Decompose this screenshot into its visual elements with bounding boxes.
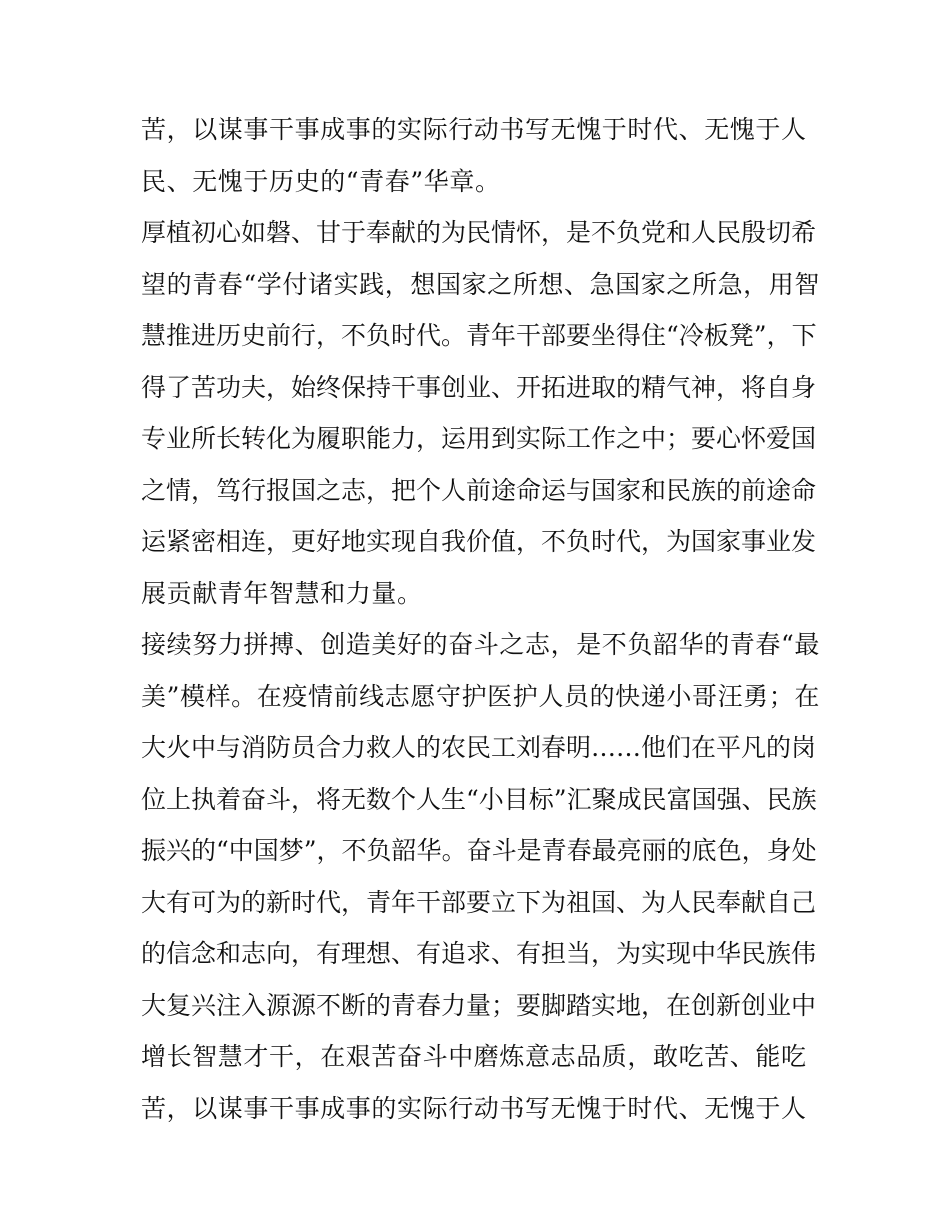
text-line: 位上执着奋斗，将无数个人生“小目标”汇聚成民富国强、民族 — [141, 784, 817, 814]
text-line: 的信念和志向，有理想、有追求、有担当，为实现中华民族伟 — [141, 939, 817, 968]
text-line: 厚植初心如磐、甘于奉献的为民情怀，是不负党和人民殷切希 — [141, 218, 817, 247]
text-line: 振兴的“中国梦”，不负韶华。奋斗是青春最亮丽的底色，身处 — [141, 836, 817, 865]
text-line: 运紧密相连，更好地实现自我价值，不负时代，为国家事业发 — [141, 527, 817, 556]
text-line: 苦，以谋事干事成事的实际行动书写无愧于时代、无愧于人 — [141, 115, 807, 144]
text-line: 展贡献青年智慧和力量。 — [141, 578, 423, 608]
text-line: 慧推进历史前行，不负时代。青年干部要坐得住“冷板凳”，下 — [141, 321, 817, 350]
text-line: 之情，笃行报国之志，把个人前途命运与国家和民族的前途命 — [141, 475, 817, 505]
text-line: 专业所长转化为履职能力，运用到实际工作之中；要心怀爱国 — [141, 424, 817, 453]
text-line: 大火中与消防员合力救人的农民工刘春明……他们在平凡的岗 — [141, 733, 817, 762]
text-line: 苦，以谋事干事成事的实际行动书写无愧于时代、无愧于人 — [141, 1093, 807, 1123]
text-line: 得了苦功夫，始终保持干事创业、开拓进取的精气神，将自身 — [141, 372, 817, 402]
text-line: 望的青春“学付诸实践，想国家之所想、急国家之所急，用智 — [141, 269, 820, 299]
body-text — [141, 104, 821, 1134]
text-line: 增长智慧才干，在艰苦奋斗中磨炼意志品质，敢吃苦、能吃 — [141, 1042, 807, 1071]
text-line: 民、无愧于历史的“青春”华章。 — [141, 166, 501, 196]
text-line: 大复兴注入源源不断的青春力量；要脚踏实地，在创新创业中 — [141, 990, 817, 1020]
text-line: 接续努力拼搏、创造美好的奋斗之志，是不负韶华的青春“最 — [141, 630, 820, 659]
text-line: 美”模样。在疫情前线志愿守护医护人员的快递小哥汪勇；在 — [141, 681, 820, 711]
text-line: 大有可为的新时代，青年干部要立下为祖国、为人民奉献自己 — [141, 887, 817, 917]
